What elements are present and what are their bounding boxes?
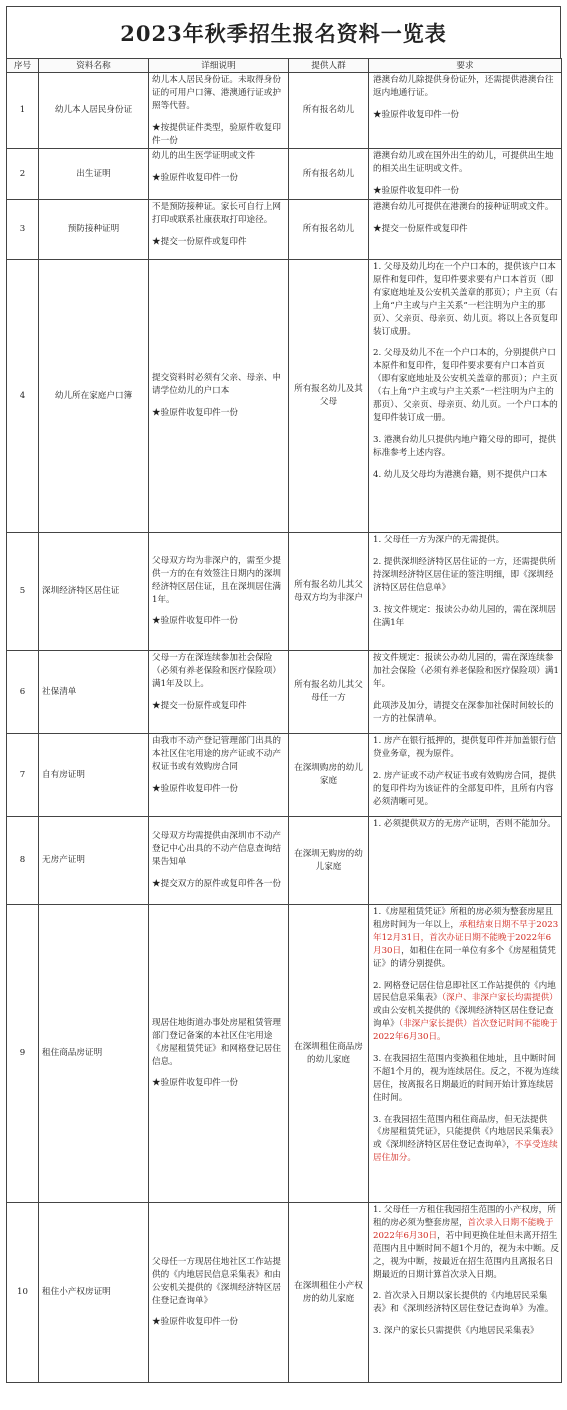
row-number: 10: [7, 1203, 39, 1383]
material-description: 幼儿的出生医学证明或文件 ★验原件收复印件一份: [149, 149, 289, 200]
requirements: 1. 父母任一方为深户的无需提供。 2. 提供深圳经济特区居住证的一方，还需提供所持深圳经济特区居住证的签注明细，即《深圳经济特区居住信息单》 3. 按文件规定：报读公办幼儿园的，需在深圳居住满1年: [369, 533, 562, 651]
header-req: 要求: [369, 59, 562, 73]
material-description: 提交资料时必须有父亲、母亲、申请学位幼儿的户口本 ★验原件收复印件一份: [149, 260, 289, 533]
table-row: [7, 651, 562, 734]
row-number: 4: [7, 260, 39, 533]
requirement-paragraph: 3. 在我园招生范围内租住商品房，但无法提供《房屋租赁凭证》，只能提供《内地居民采集表》或《深圳经济特区居住登记查询单》，不享受连续居住加分。: [373, 1114, 558, 1164]
provider-group: 在深圳租住商品房的幼儿家庭: [289, 905, 369, 1203]
material-name: 租住小产权房证明: [39, 1203, 149, 1383]
material-description: 不是预防接种证。家长可自行上网打印或联系社康获取打印途径。 ★提交一份原件或复印件: [149, 200, 289, 260]
material-name: 租住商品房证明: [39, 905, 149, 1203]
requirements: 1. 必须提供双方的无房产证明，否则不能加分。: [369, 817, 562, 905]
requirement-paragraph: 2. 网格登记居住信息即社区工作站提供的《内地居民信息采集表》（深户、非深户家长均需提供）或由公安机关提供的《深圳经济特区居住登记查询单》（非深户家长提供）首次登记时间不能晚于2022年6月30日。: [373, 980, 558, 1043]
provider-group: 在深圳租住小产权房的幼儿家庭: [289, 1203, 369, 1383]
row-number: 6: [7, 651, 39, 734]
table-row: [7, 73, 562, 149]
material-name: 幼儿本人居民身份证: [39, 73, 149, 149]
table-header-row: [7, 59, 562, 73]
provider-group: 所有报名幼儿及其父母: [289, 260, 369, 533]
requirements: 港澳台幼儿或在国外出生的幼儿，可提供出生地的相关出生证明或文件。 ★验原件收复印件一份: [369, 149, 562, 200]
material-description: 幼儿本人居民身份证。未取得身份证的可用户口簿、港澳通行证或护照等代替。 ★按提供证件类型，验原件收复印件一份: [149, 73, 289, 149]
header-no: 序号: [7, 59, 39, 73]
material-description: 现居住地街道办事处房屋租赁管理部门登记备案的本社区住宅用途《房屋租赁凭证》和网格登记居住信息。 ★验原件收复印件一份: [149, 905, 289, 1203]
table-row: [7, 260, 562, 533]
material-name: 社保清单: [39, 651, 149, 734]
enrollment-materials-table: [6, 58, 562, 1383]
material-name: 预防接种证明: [39, 200, 149, 260]
requirements: 1. 父母及幼儿均在一个户口本的，提供该户口本原件和复印件，复印件要求要有户口本首页（即有家庭地址及公安机关盖章的那页）；户主页（右上角“户主或与户主关系”一栏注明为户主的那页）、父亲页、母亲页、幼儿页。将以上各页复印装订成册。 2. 父母及幼儿不在一个户口本的，分别提供户口本原件和复印件，复印件要求要有户口本首页（即有家庭地址及公安机关盖章的那页）；户主页（右上角“户主或与户主关系”一栏注明为户主的那页）、父亲页、母亲页、幼儿页。一个户口本的复印件装订成一册。 3. 港澳台幼儿只提供内地户籍父母的即可，提供标准参考上述内容。 4. 幼儿及父母均为港澳台籍，则不提供户口本: [369, 260, 562, 533]
requirements: 港澳台幼儿可提供在港澳台的接种证明或文件。 ★提交一份原件或复印件: [369, 200, 562, 260]
provider-group: 在深圳无购房的幼儿家庭: [289, 817, 369, 905]
provider-group: 所有报名幼儿: [289, 73, 369, 149]
requirements: 1. 房产在银行抵押的，提供复印件并加盖银行信贷业务章，视为原件。 2. 房产证或不动产权证书或有效购房合同，提供的复印件均为该证件的全部复印件，且所有内容必须清晰可见。: [369, 734, 562, 817]
document-title: 2023年秋季招生报名资料一览表: [6, 6, 561, 58]
row-number: 8: [7, 817, 39, 905]
material-description: 父母任一方现居住地社区工作站提供的《内地居民信息采集表》和由公安机关提供的《深圳经济特区居住登记查询单》 ★验原件收复印件一份: [149, 1203, 289, 1383]
provider-group: 所有报名幼儿: [289, 149, 369, 200]
requirement-paragraph: 1.《房屋租赁凭证》所租的房必须为整套房屋且租房时间为一年以上，承租结束日期不早于2023年12月31日，首次办证日期不能晚于2022年6月30日，如租住在同一单位有多个《房屋租赁凭证》的请分别提供。: [373, 907, 559, 969]
provider-group: 所有报名幼儿: [289, 200, 369, 260]
table-row: [7, 1203, 562, 1383]
row-number: 1: [7, 73, 39, 149]
material-name: 幼儿所在家庭户口簿: [39, 260, 149, 533]
row-number: 9: [7, 905, 39, 1203]
material-description: 由我市不动产登记管理部门出具的本社区住宅用途的房产证或不动产权证书或有效购房合同 ★验原件收复印件一份: [149, 734, 289, 817]
row-number: 2: [7, 149, 39, 200]
material-name: 自有房证明: [39, 734, 149, 817]
header-desc: 详细说明: [149, 59, 289, 73]
row-number: 3: [7, 200, 39, 260]
material-description: 父母一方在深连续参加社会保险（必须有养老保险和医疗保险项）满1年及以上。 ★提交一份原件或复印件: [149, 651, 289, 734]
material-description: 父母双方均需提供由深圳市不动产登记中心出具的不动产信息查询结果告知单 ★提交双方的原件或复印件各一份: [149, 817, 289, 905]
table-row: [7, 149, 562, 200]
table-row: [7, 200, 562, 260]
table-row: [7, 905, 562, 1203]
row-number: 7: [7, 734, 39, 817]
material-name: 出生证明: [39, 149, 149, 200]
material-description: 父母双方均为非深户的，需至少提供一方的在有效签注日期内的深圳经济特区居住证，且在深圳居住满1年。 ★验原件收复印件一份: [149, 533, 289, 651]
requirement-paragraph: 2. 首次录入日期以家长提供的《内地居民采集表》和《深圳经济特区居住登记查询单》为准。: [373, 1291, 554, 1315]
header-name: 资料名称: [39, 59, 149, 73]
requirement-paragraph: 1. 父母任一方租住我园招生范围的小产权房，所租的房必须为整套房屋，首次录入日期不能晚于2022年6月30日，若中间更换住址但未离开招生范围内且中断时间不超1个月的，视为未中断。反之，视为中断，按最近在招生范围内且离报名日期最近的日期计算首次录入日期。: [373, 1205, 559, 1280]
requirements: 按文件规定：报读公办幼儿园的，需在深连续参加社会保险（必须有养老保险和医疗保险项）满1年。 此项涉及加分，请提交在深参加社保时间较长的一方的社保清单。: [369, 651, 562, 734]
table-row: [7, 533, 562, 651]
header-who: 提供人群: [289, 59, 369, 73]
material-name: 无房产证明: [39, 817, 149, 905]
requirements: [369, 1203, 562, 1383]
requirements: 港澳台幼儿除提供身份证外，还需提供港澳台往返内地通行证。 ★验原件收复印件一份: [369, 73, 562, 149]
requirement-paragraph: 3. 在我园招生范围内变换租住地址，且中断时间不超1个月的，视为连续居住。反之，不视为连续居住，按离报名日期最近的时间开始计算连续居住时间。: [373, 1054, 559, 1103]
table-row: [7, 817, 562, 905]
row-number: 5: [7, 533, 39, 651]
provider-group: 所有报名幼儿其父母任一方: [289, 651, 369, 734]
material-name: 深圳经济特区居住证: [39, 533, 149, 651]
provider-group: 在深圳购房的幼儿家庭: [289, 734, 369, 817]
requirements: [369, 905, 562, 1203]
provider-group: 所有报名幼儿其父母双方均为非深户: [289, 533, 369, 651]
requirement-paragraph: 3. 深户的家长只需提供《内地居民采集表》: [373, 1326, 539, 1337]
table-row: [7, 734, 562, 817]
